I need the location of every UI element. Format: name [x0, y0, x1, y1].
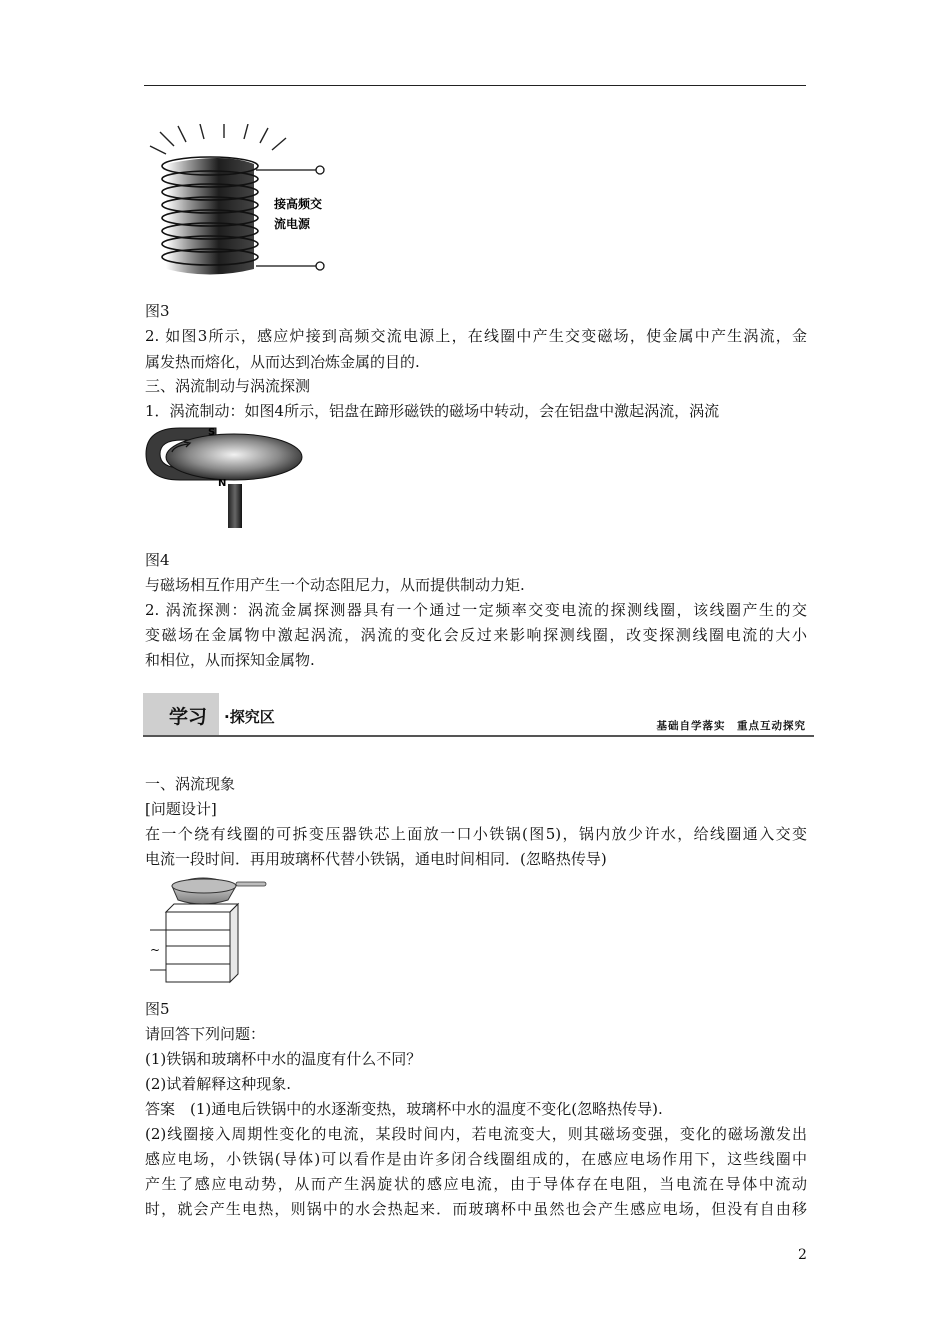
experiment-line2: 电流一段时间．再用玻璃杯代替小铁锅，通电时间相同．(忽略热传导): [145, 850, 607, 868]
banner-right-text: 基础自学落实 重点互动探究: [656, 720, 806, 732]
figure-4-eddy-brake: [144, 424, 308, 530]
answer-line1: 答案 (1)通电后铁锅中的水逐渐变热，玻璃杯中水的温度不变化(忽略热传导).: [145, 1100, 663, 1118]
banner-rule: [143, 735, 814, 737]
section-banner: [143, 693, 814, 738]
answer-line4: 产生了感应电动势，从而产生涡旋状的感应电流，由于导体存在电阻，当电流在导体中流动: [145, 1175, 807, 1193]
section-3-heading: 三、涡流制动与涡流探测: [145, 377, 311, 395]
figure-3-induction-coil: [144, 124, 350, 279]
question-1: (1)铁锅和玻璃杯中水的温度有什么不同？: [145, 1050, 422, 1068]
figure-3-caption: 图3: [145, 302, 170, 320]
questions-prompt: 请回答下列问题：: [145, 1025, 266, 1043]
header-rule: [144, 85, 806, 86]
paragraph-braking-end: 与磁场相互作用产生一个动态阻尼力，从而提供制动力矩.: [145, 576, 525, 594]
paragraph-detection-line1: 2. 涡流探测：涡流金属探测器具有一个通过一定频率交变电流的探测线圈，该线圈产生的交: [145, 601, 807, 619]
question-design-label: [问题设计]: [145, 800, 217, 818]
coil-label-line1: 接高频交: [274, 197, 323, 211]
pole-n-label: N: [218, 478, 227, 489]
answer-line3: 感应电场，小铁锅(导体)可以看作是由许多闭合线圈组成的，在感应电场作用下，这些线圈中: [145, 1150, 807, 1168]
coil-label-line2: 流电源: [274, 217, 311, 231]
answer-line2: (2)线圈接入周期性变化的电流，某段时间内，若电流变大，则其磁场变强，变化的磁场激发出: [145, 1125, 807, 1143]
ac-symbol: ~: [150, 943, 161, 957]
banner-title: 学习: [169, 706, 208, 728]
page-number: 2: [798, 1247, 807, 1263]
answer-line5: 时，就会产生电热，则锅中的水会热起来．而玻璃杯中虽然也会产生感应电场，但没有自由移: [145, 1200, 807, 1218]
paragraph-induction-furnace-line2: 属发热而熔化，从而达到冶炼金属的目的.: [145, 353, 420, 371]
figure-4-caption: 图4: [145, 551, 170, 569]
paragraph-induction-furnace-line1: 2. 如图3所示，感应炉接到高频交流电源上，在线圈中产生交变磁场，使金属中产生涡流，金: [145, 327, 807, 345]
banner-subtitle: ·探究区: [224, 708, 275, 726]
figure-5-caption: 图5: [145, 1000, 170, 1018]
eddy-braking-item: 1．涡流制动：如图4所示，铝盘在蹄形磁铁的磁场中转动，会在铝盘中激起涡流，涡流: [145, 402, 720, 420]
figure-5-pan-on-core: [146, 870, 270, 988]
paragraph-detection-line3: 和相位，从而探知金属物.: [145, 651, 315, 669]
paragraph-detection-line2: 变磁场在金属物中激起涡流，涡流的变化会反过来影响探测线圈，改变探测线圈电流的大小: [145, 626, 807, 644]
section-1-heading: 一、涡流现象: [145, 775, 236, 793]
experiment-line1: 在一个绕有线圈的可拆变压器铁芯上面放一口小铁锅(图5)，锅内放少许水，给线圈通入交变: [145, 825, 807, 843]
question-2: (2)试着解释这种现象.: [145, 1075, 292, 1093]
pole-s-label: S: [208, 427, 216, 438]
